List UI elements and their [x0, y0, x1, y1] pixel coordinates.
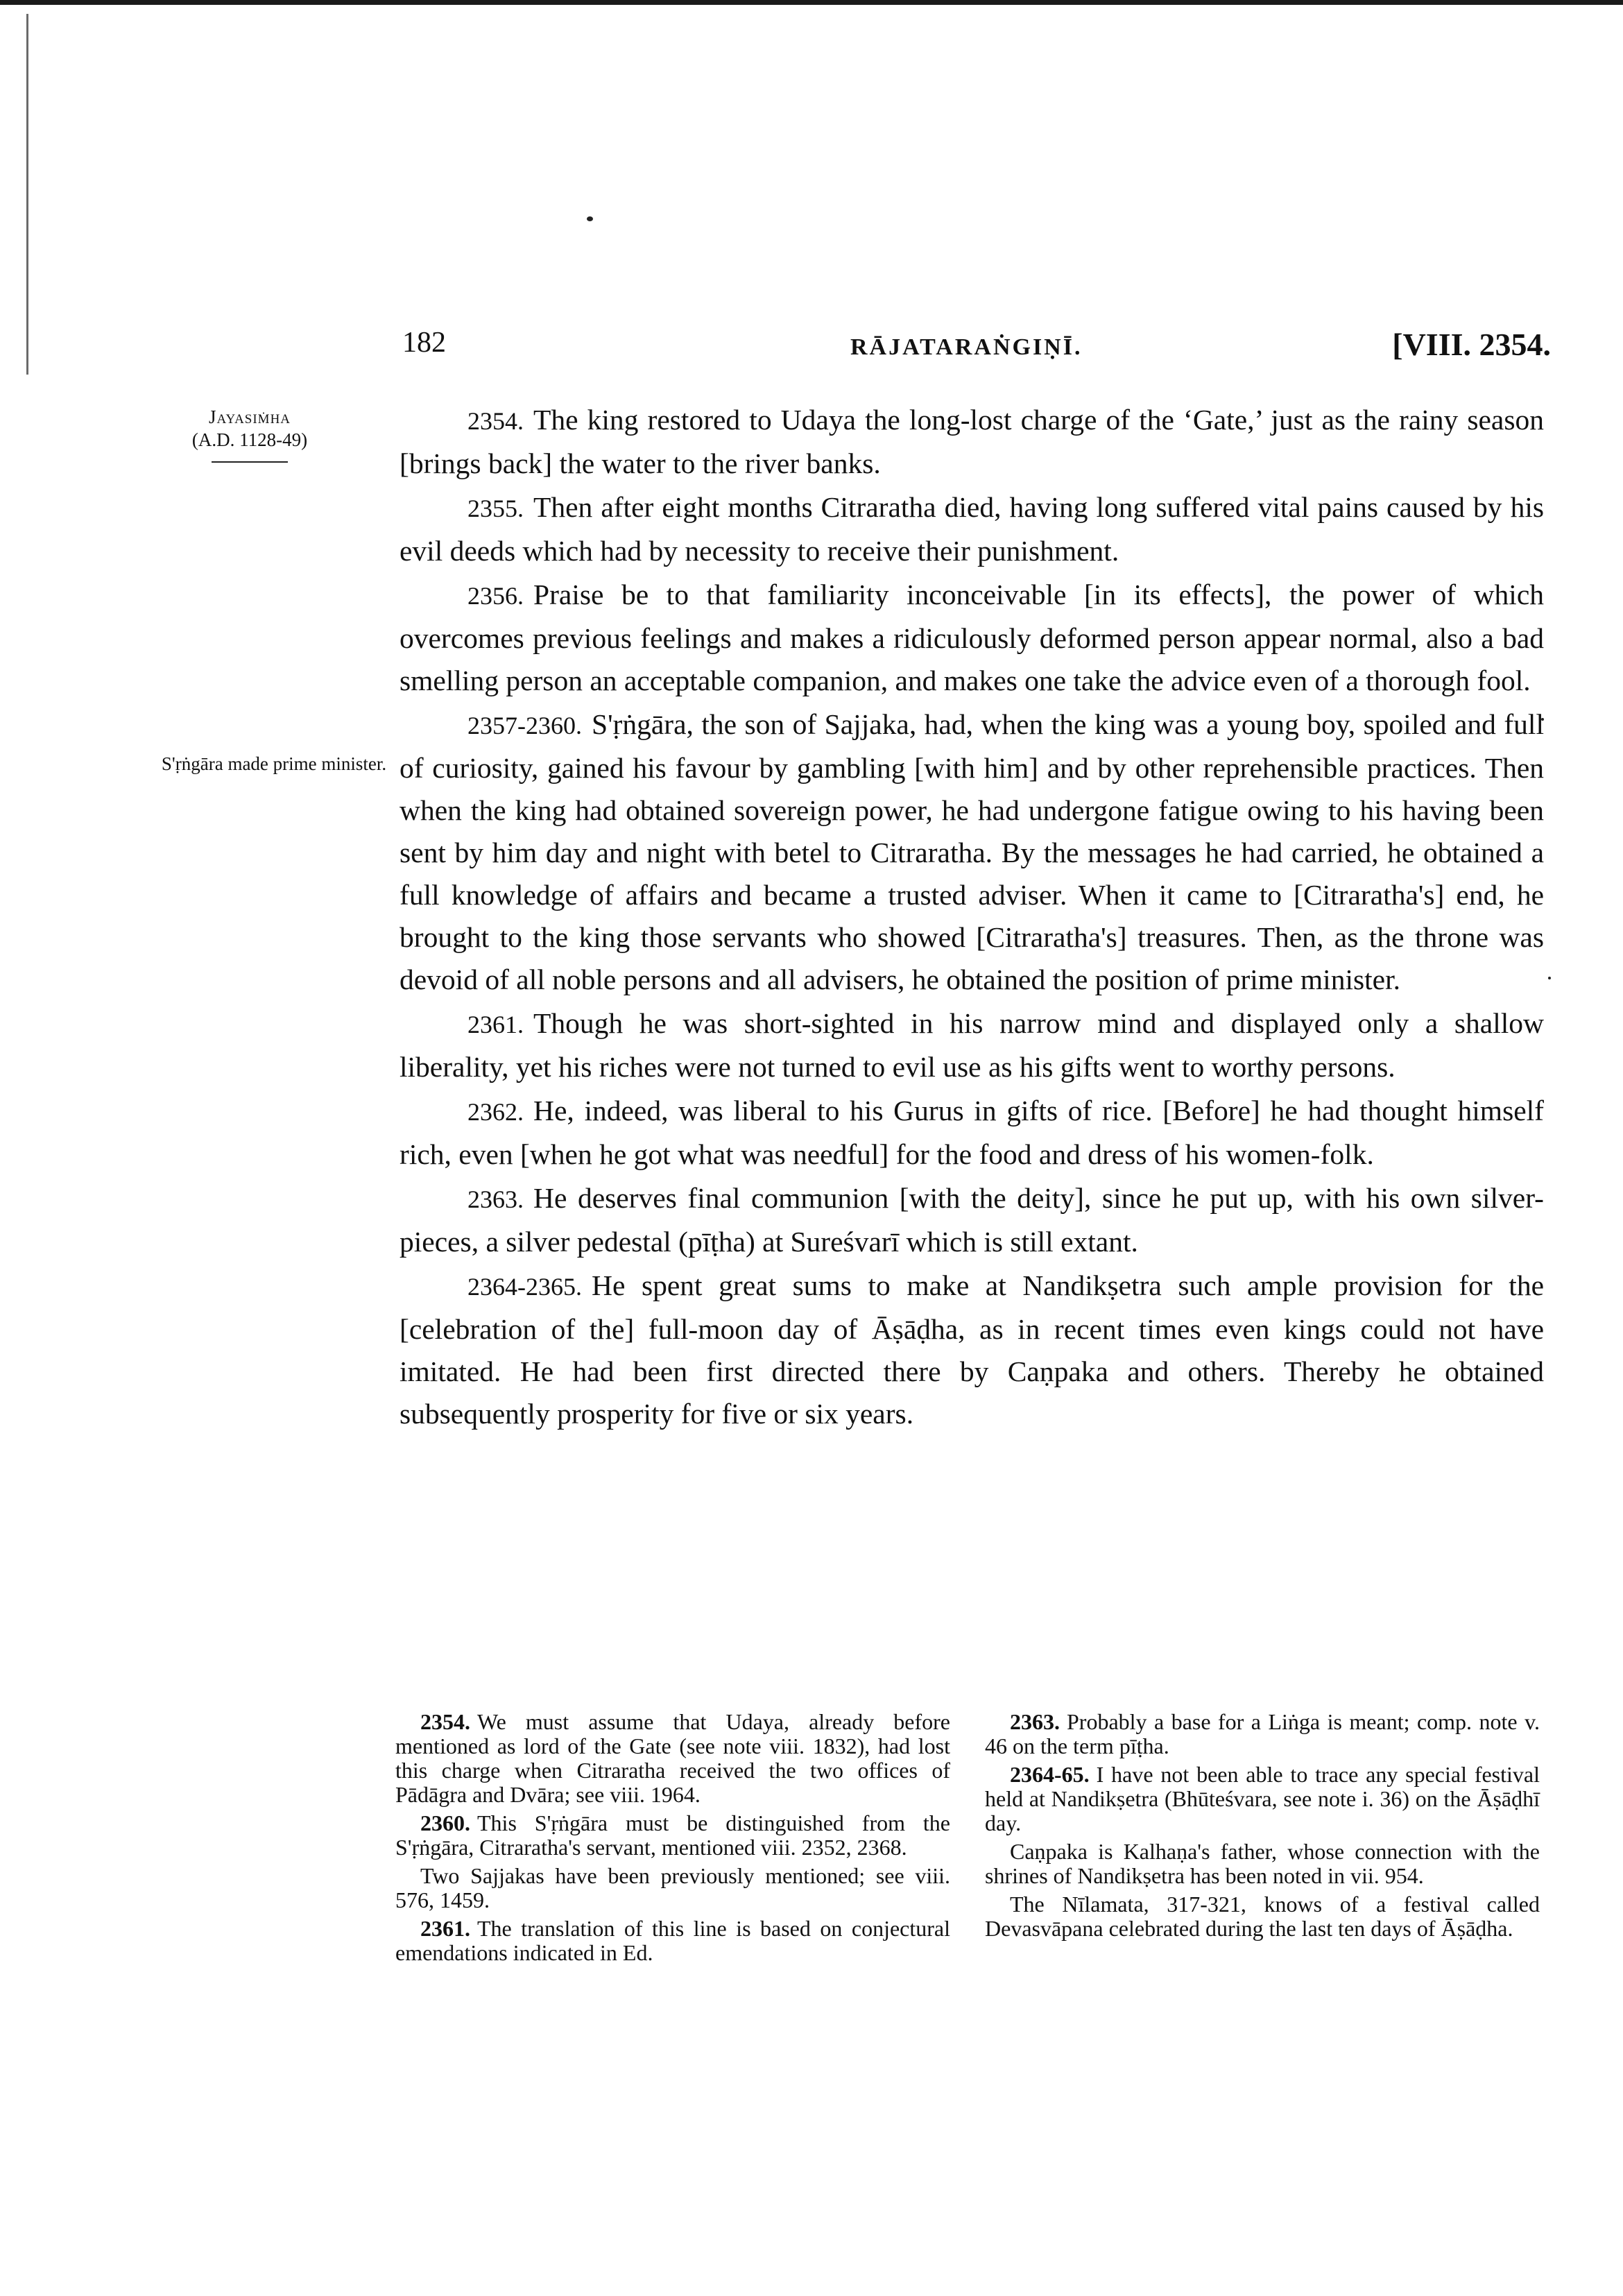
verse-text: S'ṛṅgāra, the son of Sajjaka, had, when the king was a young boy, spoiled and full of curiosity, gained his favour by gambling [with him] and by other reprehensible practices. Then when the king had obtained sovereign power, he had undergone fatigue owing to his having been sent by him day and night with betel to Citraratha. By the messages he had carried, he obtained a full knowledge of affairs and became a trusted adviser. When it came to [Citraratha's] end, he brought to the king those servants who showed [Citraratha's] treasures. Then, as the throne was devoid of all noble persons and all advisers, he obtained the position of prime minister.	[400, 708, 1544, 995]
footnote	[395, 1710, 950, 1807]
footnote-text: Caṇpaka is Kalhaṇa's father, whose connection with the shrines of Nandikṣetra has been noted in vii. 954.	[985, 1839, 1540, 1888]
section-reference: [VIII. 2354.	[1392, 327, 1551, 362]
footnote-number: 2360.	[420, 1810, 470, 1835]
verse-number: 2361.	[467, 1011, 524, 1038]
footnote-text: Probably a base for a Liṅga is meant; comp. note v. 46 on the term pīṭha.	[985, 1709, 1540, 1758]
margin-minister-text: S'ṛṅgāra made prime minister.	[161, 753, 387, 774]
footnote	[395, 1917, 950, 1965]
footnote-number: 2364-65.	[1010, 1762, 1090, 1787]
verse-paragraph	[400, 486, 1544, 572]
verse-text: Though he was short-sighted in his narrow mind and displayed only a shallow liberality, yet his riches were not turned to evil use as his gifts went to worthy persons.	[400, 1007, 1544, 1083]
footnote-text: Two Sajjakas have been previously mentioned; see viii. 576, 1459.	[395, 1863, 950, 1912]
verse-paragraph	[400, 399, 1544, 485]
verse-text: The king restored to Udaya the long-lost charge of the ‘Gate,’ just as the rainy season [brings back] the water to the river banks.	[400, 404, 1544, 479]
footnote-text: The Nīlamata, 317-321, knows of a festival called Devasvāpana celebrated during the last ten days of Āṣāḍha.	[985, 1892, 1540, 1941]
footnote-text: The translation of this line is based on conjectural emendations indicated in Ed.	[395, 1916, 950, 1965]
footnote	[985, 1763, 1540, 1835]
verse-paragraph	[400, 1177, 1544, 1263]
verse-paragraph	[400, 1002, 1544, 1088]
footnote-text: We must assume that Udaya, already before mentioned as lord of the Gate (see note viii. 1832), had lost this charge when Citraratha received the two offices of Pādāgra and Dvāra; see viii. 1964.	[395, 1709, 950, 1807]
footnotes-left-column	[395, 1710, 950, 1969]
verse-number: 2362.	[467, 1098, 524, 1126]
verse-paragraph	[400, 1090, 1544, 1176]
verse-number: 2354.	[467, 407, 524, 435]
verse-text: He, indeed, was liberal to his Gurus in gifts of rice. [Before] he had thought himself rich, even [when he got what was needful] for the food and dress of his women-folk.	[400, 1095, 1544, 1170]
scan-speck	[1548, 977, 1551, 979]
verse-text: Then after eight months Citraratha died, having long suffered vital pains caused by his evil deeds which had by necessity to receive their punishment.	[400, 491, 1544, 567]
verse-text: He deserves final communion [with the deity], since he put up, with his own silver-pieces, a silver pedestal (pīṭha) at Sureśvarī which is still extant.	[400, 1182, 1544, 1258]
footnote	[395, 1811, 950, 1860]
margin-king-dates: (A.D. 1128-49)	[191, 429, 308, 450]
scan-top-edge	[0, 0, 1623, 5]
footnote	[985, 1840, 1540, 1888]
footnote	[985, 1710, 1540, 1758]
scan-speck	[587, 216, 593, 221]
verse-number: 2356.	[467, 582, 524, 610]
footnote-text: I have not been able to trace any special festival held at Nandikṣetra (Bhūteśvara, see note i. 36) on the Āṣāḍhī day.	[985, 1762, 1540, 1835]
main-text	[400, 399, 1544, 1437]
margin-note-king	[173, 406, 326, 463]
margin-king-name: Jayasiṁha	[208, 406, 291, 427]
footnote-number: 2354.	[420, 1709, 470, 1734]
verse-number: 2364-2365.	[467, 1273, 582, 1301]
footnote	[985, 1892, 1540, 1941]
page-number: 182	[402, 327, 446, 359]
footnote	[395, 1864, 950, 1912]
margin-divider	[212, 461, 288, 463]
margin-note-minister	[160, 753, 388, 776]
verse-text: He spent great sums to make at Nandikṣetra such ample provision for the [celebration of the] full-moon day of Āṣāḍha, as in recent times even kings could not have imitated. He had been first directed there by Caṇpaka and others. Thereby he obtained subsequently prosperity for five or six years.	[400, 1269, 1544, 1430]
running-header	[400, 326, 1551, 375]
verse-number: 2355.	[467, 495, 524, 522]
footnote-text: This S'ṛṅgāra must be distinguished from the S'ṛṅgāra, Citraratha's servant, mentioned viii. 2352, 2368.	[395, 1810, 950, 1860]
verse-paragraph	[400, 1265, 1544, 1435]
verse-text: Praise be to that familiarity inconceivable [in its effects], the power of which overcomes previous feelings and makes a ridiculously deformed person appear normal, also a bad smelling person an acceptable companion, and makes one take the advice even of a thorough fool.	[400, 579, 1544, 696]
running-title: RĀJATARAṄGIṆĪ.	[850, 334, 1083, 360]
footnote-number: 2363.	[1010, 1709, 1060, 1734]
verse-number: 2357-2360.	[467, 712, 582, 739]
footnotes-right-column	[985, 1710, 1540, 1945]
verse-paragraph	[400, 574, 1544, 702]
footnote-number: 2361.	[420, 1916, 470, 1941]
verse-number: 2363.	[467, 1185, 524, 1213]
scan-left-edge	[26, 14, 28, 375]
verse-paragraph	[400, 703, 1544, 1001]
